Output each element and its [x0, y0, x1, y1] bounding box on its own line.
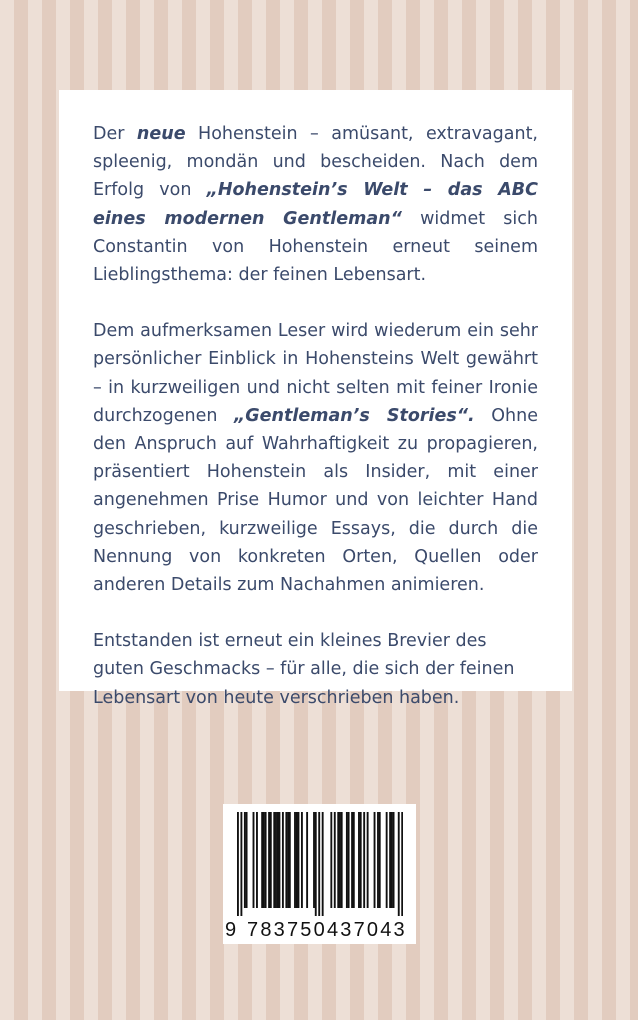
- barcode-bar: [244, 812, 246, 908]
- text-run: Ohne den Anspruch auf Wahrhaftigkeit zu propagieren, präsentiert Hohenstein als Insider, mit einer angenehmen Prise Humor und von leichter Hand geschrieben, kurzweilige Essays, die durch die Nennung von konkreten Orten, Quellen oder anderen Details zum Nachahmen animieren.: [93, 405, 538, 596]
- isbn-barcode: [223, 804, 416, 944]
- barcode-bar: [246, 812, 248, 908]
- barcode-bar: [298, 812, 300, 908]
- stories-reference: „Gentleman’s Stories“.: [234, 405, 475, 426]
- barcode-bar: [265, 812, 267, 908]
- blurb-paragraph-1: [93, 120, 538, 289]
- barcode-bar: [351, 812, 353, 908]
- barcode-bar: [270, 812, 272, 908]
- text-run: Hohenstein – amüsant, extravagant, spleenig, mondän und bescheiden. Nach dem Erfolg von: [93, 124, 538, 201]
- barcode-bar: [253, 812, 255, 908]
- blurb-panel: [59, 90, 572, 708]
- barcode-bar: [287, 812, 289, 908]
- barcode-bar: [318, 812, 320, 916]
- barcode-bar: [294, 812, 296, 908]
- barcode-bar: [256, 812, 258, 908]
- barcode-bar: [398, 812, 400, 916]
- emphasis-neue: neue: [136, 124, 186, 144]
- barcode-bar: [313, 812, 315, 908]
- barcode-bar: [237, 812, 239, 916]
- barcode-bars: [237, 812, 403, 916]
- text-run: Der: [93, 124, 137, 144]
- barcode-bar: [285, 812, 287, 908]
- barcode-bar: [358, 812, 360, 908]
- barcode-bar: [341, 812, 343, 908]
- barcode-bar: [386, 812, 388, 908]
- blurb-paragraph-3: Entstanden ist erneut ein kleines Brevier des guten Geschmacks – für alle, die sich der feinen Lebensart von heute verschrieben haben.: [93, 631, 515, 708]
- barcode-bar: [363, 812, 365, 908]
- text-run: Dem aufmerksamen Leser wird wiederum ein sehr persönlicher Einblick in Hohensteins Welt gewährt – in kurzweiligen und nicht selten mit feiner Ironie durchzogenen: [93, 321, 538, 426]
- barcode-bar: [296, 812, 298, 908]
- barcode-bar: [330, 812, 332, 908]
- barcode-bar: [240, 812, 242, 916]
- barcode-bar: [348, 812, 350, 908]
- barcode-bar: [339, 812, 341, 908]
- barcode-bar: [263, 812, 265, 908]
- barcode-bar: [282, 812, 284, 908]
- barcode-bar: [353, 812, 355, 908]
- barcode-bar: [401, 812, 403, 916]
- text-run: widmet sich Constantin von Hohenstein erneut seinem Lieblingsthema: der feinen Lebensart.: [93, 208, 538, 286]
- barcode-bar: [306, 812, 308, 908]
- barcode-bar: [279, 812, 281, 908]
- barcode-bar: [367, 812, 369, 908]
- barcode-bar: [261, 812, 263, 908]
- barcode-bar: [391, 812, 393, 908]
- barcode-bar: [268, 812, 270, 908]
- barcode-bar: [346, 812, 348, 908]
- blurb-paragraph-2: [93, 317, 538, 599]
- barcode-bar: [315, 812, 317, 916]
- barcode-bar: [322, 812, 324, 916]
- isbn-first-digit: 9: [225, 919, 237, 941]
- barcode-bar: [277, 812, 279, 908]
- isbn-digits: 783750437043: [247, 919, 407, 941]
- barcode-bar: [275, 812, 277, 908]
- barcode-bar: [334, 812, 336, 908]
- barcode-bar: [273, 812, 275, 908]
- barcode-bar: [374, 812, 376, 908]
- barcode-bar: [389, 812, 391, 908]
- barcode-bar: [301, 812, 303, 908]
- barcode-bar: [377, 812, 379, 908]
- barcode-bar: [379, 812, 381, 908]
- barcode-bar: [393, 812, 395, 908]
- barcode-bar: [360, 812, 362, 908]
- barcode-bar: [337, 812, 339, 908]
- book-title-reference: „Hohenstein’s Welt – das ABC eines modernen Gentleman“: [93, 180, 538, 229]
- barcode-bar: [289, 812, 291, 908]
